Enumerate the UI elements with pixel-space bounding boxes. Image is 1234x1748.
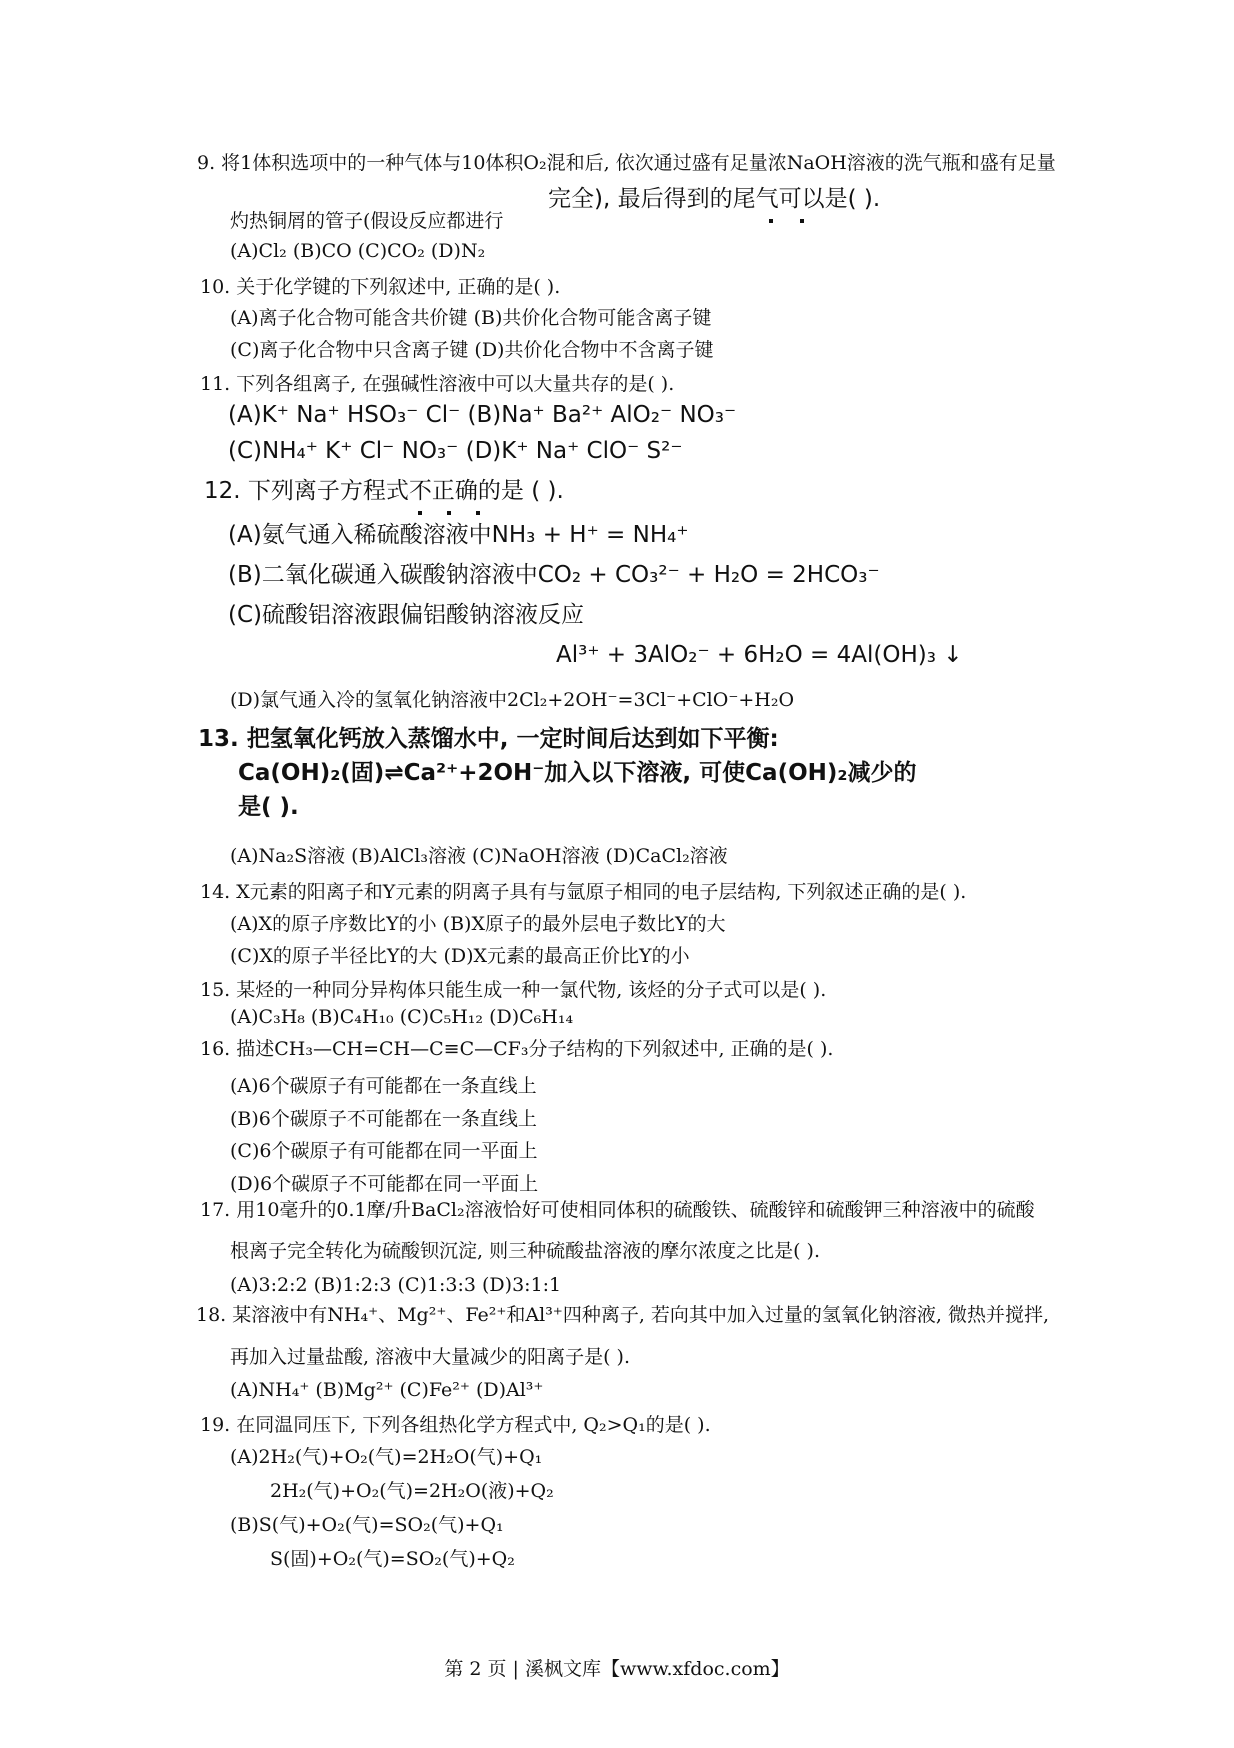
q18-options: (A)NH₄⁺ (B)Mg²⁺ (C)Fe²⁺ (D)Al³⁺ — [230, 1379, 544, 1401]
q11-options-2: (C)NH₄⁺ K⁺ Cl⁻ NO₃⁻ (D)K⁺ Na⁺ ClO⁻ S²⁻ — [228, 438, 683, 464]
q12-option-a: (A)氨气通入稀硫酸溶液中NH₃ + H⁺ = NH₄⁺ — [228, 522, 689, 548]
q13-line3: 是( ). — [238, 794, 299, 820]
q12-option-c: (C)硫酸铝溶液跟偏铝酸钠溶液反应 — [228, 602, 585, 628]
q13-options: (A)Na₂S溶液 (B)AlCl₃溶液 (C)NaOH溶液 (D)CaCl₂溶液 — [230, 845, 728, 867]
q10-stem: 10. 关于化学键的下列叙述中, 正确的是( ). — [200, 276, 561, 298]
q12-stem: 12. 下列离子方程式不正确的是 ( ). — [204, 478, 564, 504]
q9-line1: 9. 将1体积选项中的一种气体与10体积O₂混和后, 依次通过盛有足量浓NaOH溶液的洗气瓶和盛有足量 — [197, 152, 1056, 174]
q17-line1: 17. 用10毫升的0.1摩/升BaCl₂溶液恰好可使相同体积的硫酸铁、硫酸锌和硫酸钾三种溶液中的硫酸 — [200, 1199, 1035, 1221]
q14-stem: 14. X元素的阳离子和Y元素的阴离子具有与氩原子相同的电子层结构, 下列叙述正确的是( ). — [200, 881, 967, 903]
q16-option-c: (C)6个碳原子有可能都在同一平面上 — [230, 1140, 538, 1162]
q12-option-c-equation: Al³⁺ + 3AlO₂⁻ + 6H₂O = 4Al(OH)₃ ↓ — [556, 642, 963, 668]
q9-options: (A)Cl₂ (B)CO (C)CO₂ (D)N₂ — [230, 240, 486, 262]
q18-line2: 再加入过量盐酸, 溶液中大量减少的阳离子是( ). — [230, 1346, 630, 1368]
q15-options: (A)C₃H₈ (B)C₄H₁₀ (C)C₅H₁₂ (D)C₆H₁₄ — [230, 1006, 574, 1028]
q10-options-1: (A)离子化合物可能含共价键 (B)共价化合物可能含离子键 — [230, 307, 712, 329]
q9-line2-right: 完全), 最后得到的尾气可以是( ). — [548, 186, 881, 212]
q19-option-a-1: (A)2H₂(气)+O₂(气)=2H₂O(气)+Q₁ — [230, 1446, 543, 1468]
q14-options-2: (C)X的原子半径比Y的大 (D)X元素的最高正价比Y的小 — [230, 945, 690, 967]
q19-option-b-1: (B)S(气)+O₂(气)=SO₂(气)+Q₁ — [230, 1514, 504, 1536]
q17-options: (A)3:2:2 (B)1:2:3 (C)1:3:3 (D)3:1:1 — [230, 1274, 562, 1296]
q16-stem: 16. 描述CH₃—CH=CH—C≡C—CF₃分子结构的下列叙述中, 正确的是( ). — [200, 1038, 834, 1060]
q13-line1: 13. 把氢氧化钙放入蒸馏水中, 一定时间后达到如下平衡: — [198, 726, 779, 752]
q9-line2-left: 灼热铜屑的管子(假设反应都进行 — [230, 210, 504, 232]
q16-option-a: (A)6个碳原子有可能都在一条直线上 — [230, 1075, 537, 1097]
q11-options-1: (A)K⁺ Na⁺ HSO₃⁻ Cl⁻ (B)Na⁺ Ba²⁺ AlO₂⁻ NO₃⁻ — [228, 402, 737, 428]
page-footer: 第 2 页 | 溪枫文库【www.xfdoc.com】 — [444, 1658, 790, 1680]
q16-option-d: (D)6个碳原子不可能都在同一平面上 — [230, 1173, 539, 1195]
q14-options-1: (A)X的原子序数比Y的小 (B)X原子的最外层电子数比Y的大 — [230, 913, 726, 935]
q19-option-b-2: S(固)+O₂(气)=SO₂(气)+Q₂ — [270, 1548, 515, 1570]
q19-stem: 19. 在同温同压下, 下列各组热化学方程式中, Q₂>Q₁的是( ). — [200, 1414, 711, 1436]
q10-options-2: (C)离子化合物中只含离子键 (D)共价化合物中不含离子键 — [230, 339, 714, 361]
q18-line1: 18. 某溶液中有NH₄⁺、Mg²⁺、Fe²⁺和Al³⁺四种离子, 若向其中加入过量的氢氧化钠溶液, 微热并搅拌, — [196, 1304, 1050, 1326]
q12-option-d: (D)氯气通入冷的氢氧化钠溶液中2Cl₂+2OH⁻=3Cl⁻+ClO⁻+H₂O — [230, 689, 795, 711]
q13-line2: Ca(OH)₂(固)⇌Ca²⁺+2OH⁻加入以下溶液, 可使Ca(OH)₂减少的 — [238, 760, 917, 786]
q17-line2: 根离子完全转化为硫酸钡沉淀, 则三种硫酸盐溶液的摩尔浓度之比是( ). — [230, 1240, 820, 1262]
q12-option-b: (B)二氧化碳通入碳酸钠溶液中CO₂ + CO₃²⁻ + H₂O = 2HCO₃⁻ — [228, 562, 880, 588]
q19-option-a-2: 2H₂(气)+O₂(气)=2H₂O(液)+Q₂ — [270, 1480, 554, 1502]
q16-option-b: (B)6个碳原子不可能都在一条直线上 — [230, 1108, 537, 1130]
q15-stem: 15. 某烃的一种同分异构体只能生成一种一氯代物, 该烃的分子式可以是( ). — [200, 979, 827, 1001]
q11-stem: 11. 下列各组离子, 在强碱性溶液中可以大量共存的是( ). — [200, 373, 675, 395]
